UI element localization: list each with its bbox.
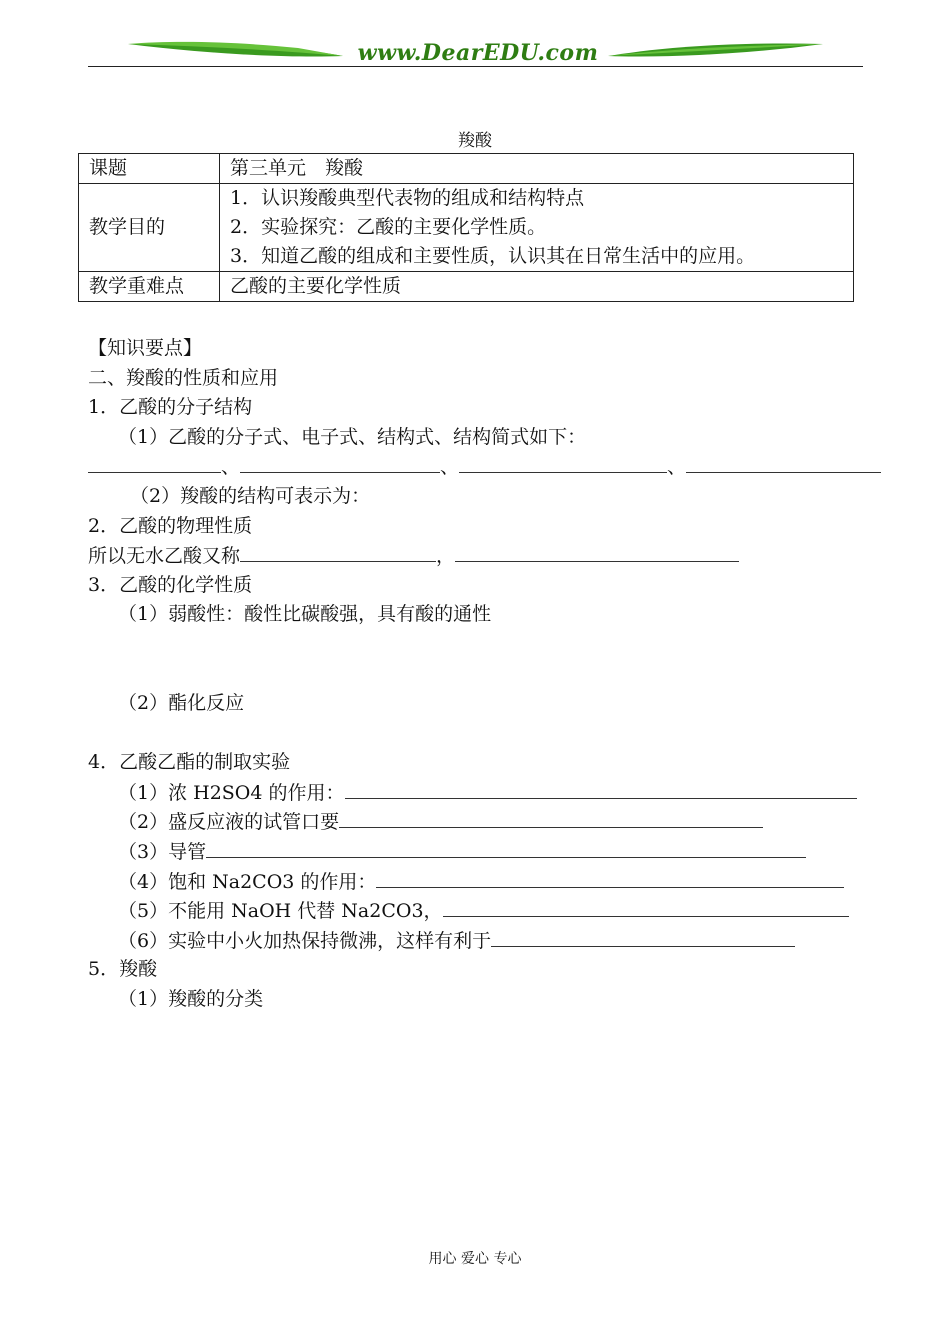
question-text: （1）浓 H2SO4 的作用：: [118, 781, 345, 804]
question-text: （2）酯化反应: [118, 691, 245, 714]
answer-blank[interactable]: [455, 541, 739, 562]
answer-blank[interactable]: [443, 896, 849, 917]
row-label: 课题: [79, 154, 220, 184]
question-row: [88, 896, 868, 926]
answer-blank[interactable]: [240, 452, 440, 473]
answer-blank[interactable]: [686, 452, 881, 473]
lesson-info-table: [78, 153, 854, 302]
question-text: （5）不能用 NaOH 代替 Na2CO3，: [118, 900, 443, 923]
separator: ，: [436, 545, 456, 568]
row-content: 第三单元 羧酸: [220, 154, 854, 184]
table-row: [79, 272, 854, 302]
subsection-heading: 4．乙酸乙酯的制取实验: [88, 751, 291, 774]
separator: 、: [667, 456, 687, 479]
table-row: [79, 154, 854, 184]
answer-blank[interactable]: [206, 837, 806, 858]
row-content: 乙酸的主要化学性质: [220, 272, 854, 302]
question-text: （1）乙酸的分子式、电子式、结构式、结构简式如下：: [118, 425, 587, 448]
section-heading: 二、羧酸的性质和应用: [88, 366, 279, 389]
answer-blank[interactable]: [345, 778, 857, 799]
row-label: 教学目的: [79, 184, 220, 272]
question-text: （4）饱和 Na2CO3 的作用：: [118, 870, 377, 893]
table-row: [79, 184, 854, 272]
row-content: [220, 184, 854, 272]
question-text: （1）羧酸的分类: [118, 987, 264, 1010]
separator: 、: [221, 456, 241, 479]
question-text: （6）实验中小火加热保持微沸，这样有利于: [118, 929, 492, 952]
answer-blank[interactable]: [491, 926, 795, 947]
question-row: [88, 867, 868, 897]
objective-item: 1．认识羧酸典型代表物的组成和结构特点: [230, 187, 585, 209]
question-text: （1）弱酸性：酸性比碳酸强，具有酸的通性: [118, 603, 492, 626]
subsection-heading: 3．乙酸的化学性质: [88, 573, 253, 596]
subsection-heading: 2．乙酸的物理性质: [88, 514, 253, 537]
question-row: [88, 807, 868, 837]
subsection-heading: 1．乙酸的分子结构: [88, 396, 253, 419]
question-row: [88, 926, 868, 956]
answer-blanks-row: [88, 452, 868, 482]
answer-blank[interactable]: [376, 867, 844, 888]
answer-blank[interactable]: [459, 452, 667, 473]
document-body: [88, 334, 868, 1014]
site-logo: www.DearEDU.com: [357, 40, 599, 66]
objective-item: 3．知道乙酸的组成和主要性质，认识其在日常生活中的应用。: [230, 245, 756, 267]
question-row: [88, 541, 868, 571]
question-row: [88, 778, 868, 808]
question-text: （2）羧酸的结构可表示为：: [130, 484, 371, 507]
spacer: [88, 630, 868, 689]
spacer: [88, 719, 868, 749]
separator: 、: [440, 456, 460, 479]
question-text: （3）导管: [118, 840, 207, 863]
subsection-heading: 5．羧酸: [88, 958, 158, 981]
question-text: 所以无水乙酸又称: [88, 545, 241, 568]
answer-blank[interactable]: [88, 452, 221, 473]
row-label: 教学重难点: [79, 272, 220, 302]
section-heading: 【知识要点】: [88, 337, 203, 359]
objective-item: 2．实验探究：乙酸的主要化学性质。: [230, 216, 547, 238]
page-footer: 用心 爱心 专心: [428, 1251, 522, 1267]
question-row: [88, 837, 868, 867]
page-title: 羧酸: [458, 131, 492, 151]
header-divider: [88, 66, 863, 67]
question-text: （2）盛反应液的试管口要: [118, 811, 340, 834]
answer-blank[interactable]: [240, 541, 436, 562]
answer-blank[interactable]: [339, 807, 763, 828]
